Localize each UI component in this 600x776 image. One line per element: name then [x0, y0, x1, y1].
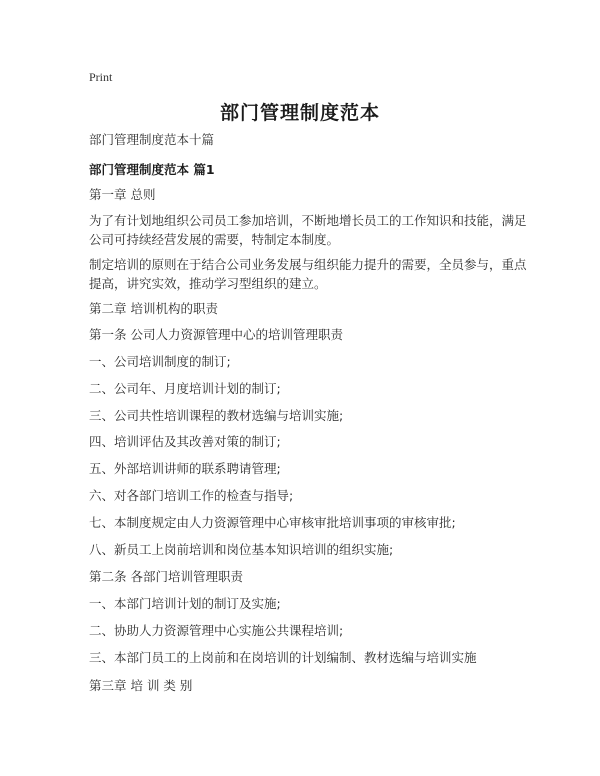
list-item: 一、公司培训制度的制订; [89, 354, 231, 369]
list-item: 二、公司年、月度培训计划的制订; [89, 381, 281, 396]
paragraph-2: 制定培训的原则在于结合公司业务发展与组织能力提升的需要，全员参与，重点提高，讲究实效，推动学习型组织的建立。 [89, 257, 527, 291]
article-2-heading: 第二条 各部门培训管理职责 [89, 569, 243, 584]
paragraph-1: 为了有计划地组织公司员工参加培训，不断地增长员工的工作知识和技能，满足公司可持续经营发展的需要，特制定本制度。 [89, 213, 527, 247]
list-item: 四、培训评估及其改善对策的制订; [89, 434, 281, 449]
chapter-3-heading: 第三章 培 训 类 别 [89, 678, 193, 693]
document-title: 部门管理制度范本 [219, 102, 380, 124]
list-item: 三、公司共性培训课程的教材选编与培训实施; [89, 408, 344, 423]
subtitle: 部门管理制度范本十篇 [89, 132, 215, 147]
list-item: 三、本部门员工的上岗前和在岗培训的计划编制、教材选编与培训实施 [89, 650, 477, 665]
chapter-2-heading: 第二章 培训机构的职责 [89, 301, 218, 316]
list-item: 八、新员工上岗前培训和岗位基本知识培训的组织实施; [89, 542, 394, 557]
article-1-heading: 第一条 公司人力资源管理中心的培训管理职责 [89, 327, 343, 342]
list-item: 七、本制度规定由人力资源管理中心审核审批培训事项的审核审批; [89, 515, 456, 530]
list-item: 一、本部门培训计划的制订及实施; [89, 596, 281, 611]
print-label[interactable]: Print [89, 70, 113, 84]
chapter-1-heading: 第一章 总则 [89, 187, 156, 202]
list-item: 五、外部培训讲师的联系聘请管理; [89, 461, 281, 476]
list-item: 六、对各部门培训工作的检查与指导; [89, 488, 294, 503]
section-heading: 部门管理制度范本 篇1 [89, 162, 215, 177]
list-item: 二、协助人力资源管理中心实施公共课程培训; [89, 623, 344, 638]
